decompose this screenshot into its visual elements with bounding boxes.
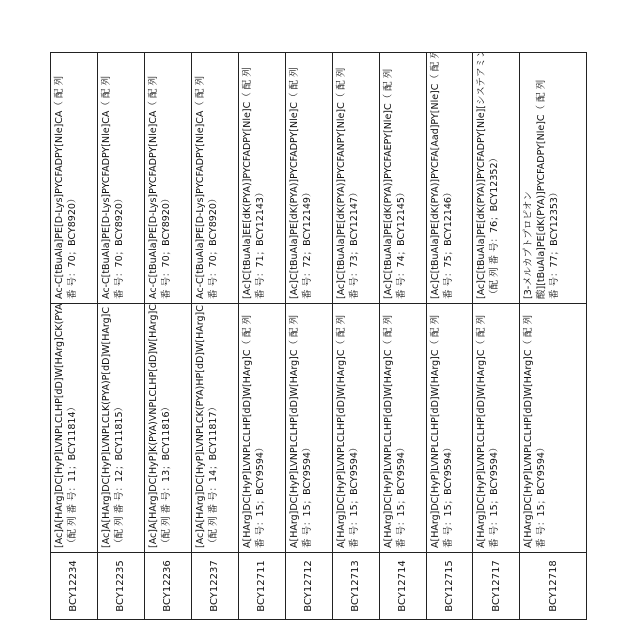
sequence-ref: 番 号：15；BCY9594） (301, 308, 314, 548)
conjugate-line: Ac-C[tBuAla]PE[D-Lys]PYCFADPY[Nle]CA（ 配 列 (147, 57, 160, 299)
conjugate-ref: 番 号：73；BCY12147） (348, 57, 361, 299)
sequence-ref: （配 列 番 号：12；BCY11815） (113, 308, 126, 548)
compound-id: BCY12718 (520, 553, 587, 620)
conjugate-line: [3-メルカプトプロピオン (522, 57, 535, 299)
sequence-line: A[HArg]DC[HyP]LVNPLCLHP[dD]W[HArg]C（ 配 列 (335, 308, 348, 548)
conjugate-sequence (51, 53, 98, 304)
conjugate-table (50, 52, 587, 620)
conjugate-sequence (332, 53, 379, 304)
sequence-line: A[HArg]DC[HyP]LVNPLCLHP[dD]W[HArg]C（ 配 列 (288, 308, 301, 548)
sequence-line: A[HArg]DC[HyP]LVNPLCLHP[dD]W[HArg]C（ 配 列 (429, 308, 442, 548)
compound-id: BCY12715 (426, 553, 473, 620)
peptide-sequence (379, 304, 426, 553)
compound-id: BCY12713 (332, 553, 379, 620)
conjugate-line: 酸][tBuAla]PE[dK(PYA)]PYCFADPY[Nle]C（ 配 列 (535, 57, 548, 299)
table-row (379, 53, 426, 620)
compound-id: BCY12237 (191, 553, 238, 620)
table-row (426, 53, 473, 620)
conjugate-ref: 番 号：72；BCY12149） (301, 57, 314, 299)
conjugate-sequence (238, 53, 285, 304)
sequence-ref: 番 号：15；BCY9594） (535, 308, 548, 548)
compound-id: BCY12235 (97, 553, 144, 620)
conjugate-line: [Ac]C[tBuAla]PE[dK(PYA)]PYCFANPY[Nle]C（ 配 列 (335, 57, 348, 299)
table-row (51, 53, 98, 620)
table-row (238, 53, 285, 620)
peptide-sequence (426, 304, 473, 553)
peptide-sequence (285, 304, 332, 553)
conjugate-line: [Ac]C[tBuAla]PE[dK(PYA)]PYCFAEPY[Nle]C（ 配 列 (382, 57, 395, 299)
sequence-line: [Ac]A[HArg]DC[HyP]K(PYA)VNPLCLHP[dD]W[HArg]C (147, 308, 160, 548)
sequence-ref: 番 号：15；BCY9594） (488, 308, 501, 548)
table-row (473, 53, 520, 620)
conjugate-ref: （配 列 番 号：76；BCY12352） (488, 57, 501, 299)
sequence-ref: 番 号：15；BCY9594） (442, 308, 455, 548)
sequence-ref: 番 号：15；BCY9594） (254, 308, 267, 548)
table-row (332, 53, 379, 620)
conjugate-sequence (379, 53, 426, 304)
peptide-sequence (473, 304, 520, 553)
conjugate-ref: 番 号：70；BCY8920） (207, 57, 220, 299)
peptide-sequence (520, 304, 587, 553)
conjugate-ref: 番 号：77；BCY12353） (548, 57, 561, 299)
conjugate-line: Ac-C[tBuAla]PE[D-Lys]PYCFADPY[Nle]CA（ 配 列 (100, 57, 113, 299)
conjugate-line: [Ac]C[tBuAla]EE[dK(PYA)]PYCFADPY[Nle]C（ 配 列 (241, 57, 254, 299)
table-row (520, 53, 587, 620)
compound-id: BCY12234 (51, 553, 98, 620)
sequence-line: [Ac]A[HArg]DC[HyP]LVNPLCK(PYA)HP[dD]W[HArg]C (194, 308, 207, 548)
conjugate-ref: 番 号：70；BCY8920） (113, 57, 126, 299)
sequence-ref: （配 列 番 号：14；BCY11817） (207, 308, 220, 548)
peptide-sequence (332, 304, 379, 553)
compound-id: BCY12712 (285, 553, 332, 620)
sequence-ref: 番 号：15；BCY9594） (395, 308, 408, 548)
conjugate-ref: 番 号：70；BCY8920） (66, 57, 79, 299)
compound-id: BCY12717 (473, 553, 520, 620)
peptide-sequence (97, 304, 144, 553)
table-row (191, 53, 238, 620)
conjugate-line: [Ac]C[tBuAla]PE[dK(PYA)]PYCFA[Aad]PY[Nle]C（ 配 列 (429, 57, 442, 299)
sequence-line: A[HArg]DC[HyP]LVNPLCLHP[dD]W[HArg]C（ 配 列 (241, 308, 254, 548)
peptide-sequence (191, 304, 238, 553)
conjugate-ref: 番 号：70；BCY8920） (160, 57, 173, 299)
sequence-ref: （配 列 番 号：13；BCY11816） (160, 308, 173, 548)
conjugate-sequence (97, 53, 144, 304)
conjugate-sequence (426, 53, 473, 304)
conjugate-ref: 番 号：75；BCY12146） (442, 57, 455, 299)
compound-id: BCY12236 (144, 553, 191, 620)
sequence-line: [Ac]A[HArg]DC[HyP]LVNPLCLHP[dD]W[HArg]CK(PYA) (53, 308, 66, 548)
conjugate-sequence (473, 53, 520, 304)
peptide-sequence (51, 304, 98, 553)
conjugate-ref: 番 号：71；BCY12143） (254, 57, 267, 299)
table-row (285, 53, 332, 620)
sequence-line: A[HArg]DC[HyP]LVNPLCLHP[dD]W[HArg]C（ 配 列 (522, 308, 535, 548)
conjugate-line: Ac-C[tBuAla]PE[D-Lys]PYCFADPY[Nle]CA（ 配 列 (53, 57, 66, 299)
sequence-line: [Ac]A[HArg]DC[HyP]LVNPLCLK(PYA)P[dD]W[HArg]C (100, 308, 113, 548)
conjugate-line: [Ac]C[tBuAla]PE[dK(PYA)]PYCFADPY[Nle][システアミン] (475, 57, 488, 299)
rotated-page (50, 80, 587, 620)
table-row (144, 53, 191, 620)
sequence-line: A[HArg]DC[HyP]LVNPLCLHP[dD]W[HArg]C（ 配 列 (475, 308, 488, 548)
sequence-ref: 番 号：15；BCY9594） (348, 308, 361, 548)
conjugate-line: [Ac]C[tBuAla]PE[dK(PYA)]PYCFADPY[Nle]C（ 配 列 (288, 57, 301, 299)
sequence-line: A[HArg]DC[HyP]LVNPLCLHP[dD]W[HArg]C（ 配 列 (382, 308, 395, 548)
conjugate-sequence (144, 53, 191, 304)
conjugate-sequence (285, 53, 332, 304)
conjugate-ref: 番 号：74；BCY12145） (395, 57, 408, 299)
conjugate-sequence (191, 53, 238, 304)
compound-id: BCY12711 (238, 553, 285, 620)
table-row (97, 53, 144, 620)
conjugate-line: Ac-C[tBuAla]PE[D-Lys]PYCFADPY[Nle]CA（ 配 列 (194, 57, 207, 299)
compound-id: BCY12714 (379, 553, 426, 620)
conjugate-sequence (520, 53, 587, 304)
peptide-sequence (144, 304, 191, 553)
peptide-sequence (238, 304, 285, 553)
sequence-ref: （配 列 番 号：11；BCY11814） (66, 308, 79, 548)
